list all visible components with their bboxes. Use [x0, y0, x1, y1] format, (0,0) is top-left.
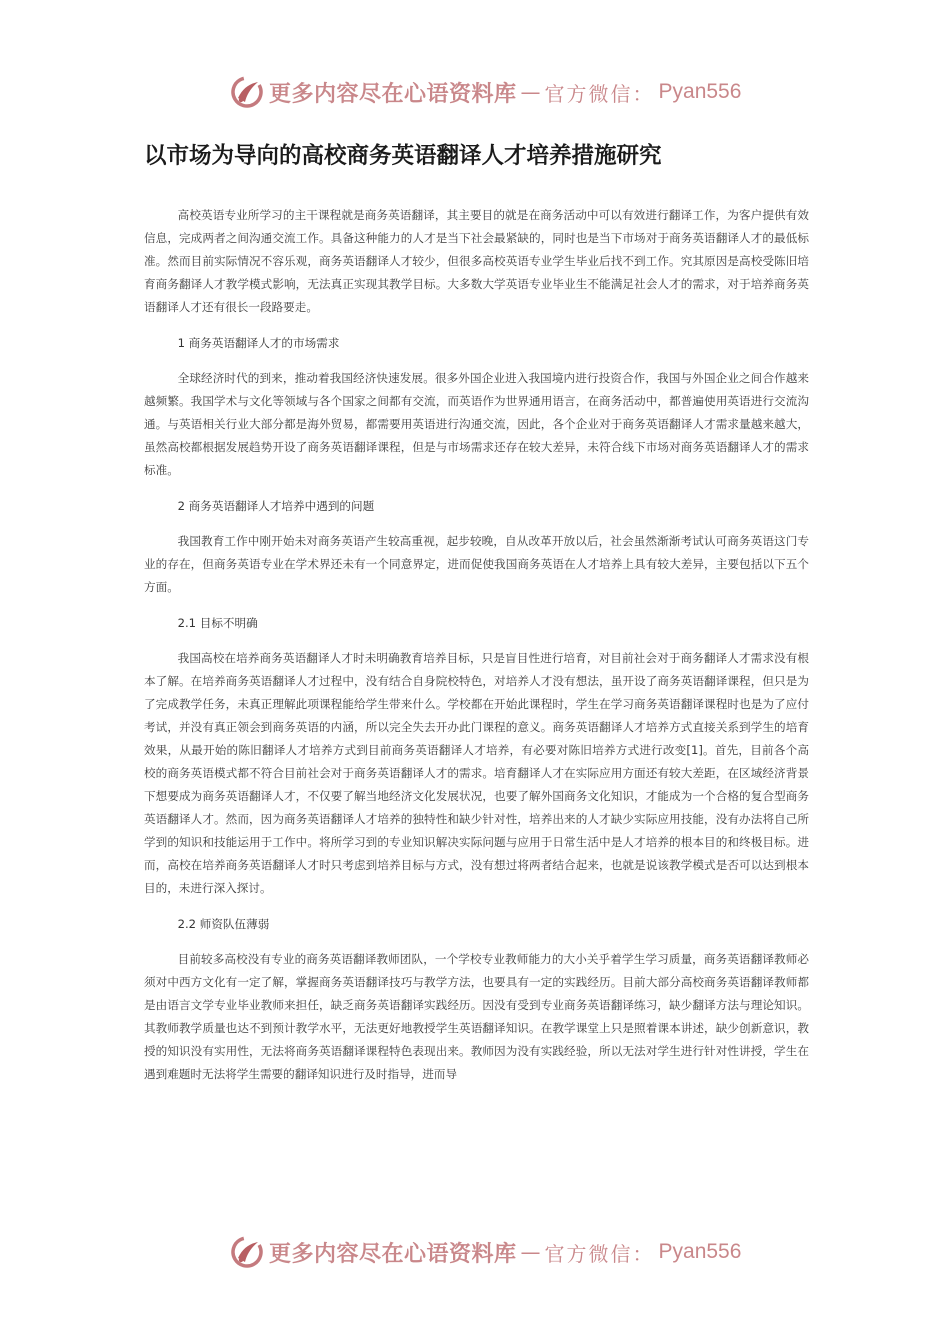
brush-logo-icon — [229, 74, 265, 110]
watermark-text: 更多内容尽在心语资料库 — [269, 80, 517, 107]
section-2-1-heading: 2.1 目标不明确 — [177, 616, 258, 630]
intro-paragraph: 高校英语专业所学习的主干课程就是商务英语翻译，其主要目的就是在商务活动中可以有效进行翻译工作，为客户提供有效信息，完成两者之间沟通交流工作。具备这种能力的人才是当下社会最紧缺的，同时也是当下市场对于商务英语翻译人才的最低标准。然而目前实际情况不容乐观，商务英语翻译人才较少，但很多高校英语专业学生毕业后找不到工作。究其原因是高校受陈旧培育商务翻译人才教学模式影响，无法真正实现其教学目标。大多数大学英语专业毕业生不能满足社会人才的需求，对于培养商务英语翻译人才还有很长一段路要走。 — [144, 208, 809, 314]
watermark-wechat-id: Pyan556 — [658, 80, 742, 103]
section-2-2-paragraph: 目前较多高校没有专业的商务英语翻译教师团队，一个学校专业教师能力的大小关乎着学生学习质量，商务英语翻译教师必须对中西方文化有一定了解，掌握商务英语翻译技巧与教学方法，也要具有一定的实践经历。目前大部分高校商务英语翻译教师都是由语言文学专业毕业教师来担任，缺乏商务英语翻译实践经历。因没有受到专业商务英语翻译练习，缺少翻译方法与理论知识。其教师教学质量也达不到预计教学水平，无法更好地教授学生英语翻译知识。在教学课堂上只是照着课本讲述，缺少创新意识，教授的知识没有实用性，无法将商务英语翻译课程特色表现出来。教师因为没有实践经验，所以无法对学生进行针对性讲授，学生在遇到难题时无法将学生需要的翻译知识进行及时指导，进而导 — [144, 952, 809, 1081]
watermark-dash: — — [520, 80, 541, 104]
section-2-2-heading: 2.2 师资队伍薄弱 — [177, 917, 270, 931]
article-body — [144, 204, 809, 1086]
section-2-paragraph: 我国教育工作中刚开始未对商务英语产生较高重视，起步较晚，自从改革开放以后，社会虽然渐渐考试认可商务英语这门专业的存在，但商务英语专业在学术界还未有一个同意界定，进而促使我国商务英语在人才培养上具有较大差异，主要包括以下五个方面。 — [144, 534, 809, 594]
section-2-heading: 2 商务英语翻译人才培养中遇到的问题 — [177, 499, 375, 513]
watermark-wechat-id: Pyan556 — [658, 1240, 742, 1263]
page-title: 以市场为导向的高校商务英语翻译人才培养措施研究 — [144, 143, 662, 169]
watermark-dash: — — [520, 1240, 541, 1264]
watermark-wechat-label: 官方微信： — [544, 81, 655, 106]
watermark-text: 更多内容尽在心语资料库 — [269, 1240, 517, 1267]
watermark-wechat-label: 官方微信： — [544, 1241, 655, 1266]
header-watermark-banner — [229, 72, 741, 112]
brush-logo-icon — [229, 1234, 265, 1270]
section-1-paragraph: 全球经济时代的到来，推动着我国经济快速发展。很多外国企业进入我国境内进行投资合作，我国与外国企业之间合作越来越频繁。我国学术与文化等领域与各个国家之间都有交流，而英语作为世界通用语言，在商务活动中，都普遍使用英语进行交流沟通。与英语相关行业大部分都是海外贸易，都需要用英语进行沟通交流，因此，各个企业对于商务英语翻译人才需求量越来越大，虽然高校都根据发展趋势开设了商务英语翻译课程，但是与市场需求还存在较大差异，未符合线下市场对商务英语翻译人才的需求标准。 — [144, 371, 809, 477]
section-2-1-paragraph: 我国高校在培养商务英语翻译人才时未明确教育培养目标，只是盲目性进行培育，对目前社会对于商务翻译人才需求没有根本了解。在培养商务英语翻译人才过程中，没有结合自身院校特色，对培养人才没有想法，虽开设了商务英语翻译课程，但只是为了完成教学任务，未真正理解此项课程能给学生带来什么。学校都在开始此课程时，学生在学习商务英语翻译课程时也是为了应付考试，并没有真正领会到商务英语的内涵，所以完全失去开办此门课程的意义。商务英语翻译人才培养方式直接关系到学生的培育效果，从最开始的陈旧翻译人才培养方式到目前商务英语翻译人才培养，有必要对陈旧培养方式进行改变[1]。首先，目前各个高校的商务英语模式都不符合目前社会对于商务英语翻译人才的需求。培育翻译人才在实际应用方面还有较大差距，在区域经济背景下想要成为商务英语翻译人才，不仅要了解当地经济文化发展状况，也要了解外国商务文化知识，才能成为一个合格的复合型商务英语翻译人才。然而，因为商务英语翻译人才培养的独特性和缺少针对性，培养出来的人才缺少实际应用技能，没有办法将自己所学到的知识和技能运用于工作中。将所学习到的专业知识解决实际问题与应用于日常生活中是人才培养的根本目的和终极目标。进而，高校在培养商务英语翻译人才时只考虑到培养目标与方式，没有想过将两者结合起来，也就是说该教学模式是否可以达到根本目的，未进行深入探讨。 — [144, 651, 809, 895]
section-1-heading: 1 商务英语翻译人才的市场需求 — [177, 336, 340, 350]
footer-watermark-banner — [229, 1232, 741, 1272]
